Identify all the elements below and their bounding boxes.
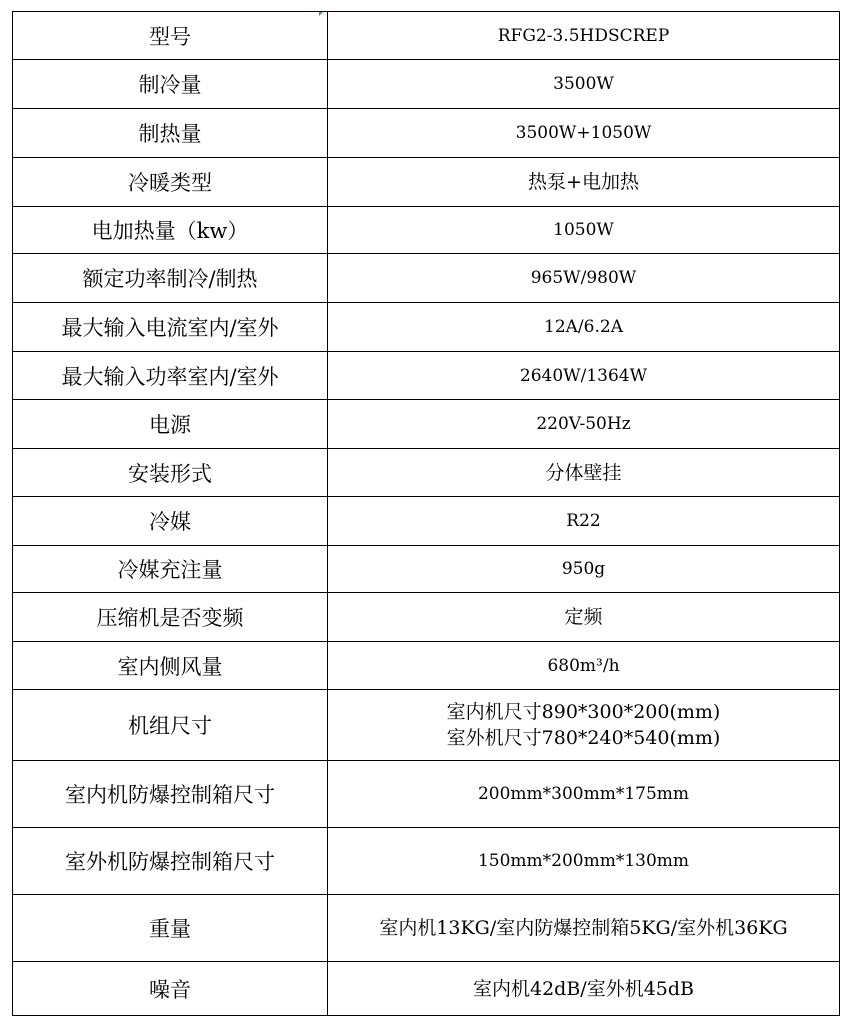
spec-value-line: R22 xyxy=(566,511,601,531)
spec-row xyxy=(13,497,840,546)
spec-value-line: 680m³/h xyxy=(547,655,620,676)
spec-value-line: 2640W/1364W xyxy=(519,365,648,386)
spec-row xyxy=(13,690,840,761)
spec-row xyxy=(13,303,840,352)
spec-value xyxy=(328,761,840,828)
spec-label: 冷媒充注量 xyxy=(13,546,328,593)
spec-value-line: 150mm*200mm*130mm xyxy=(477,851,690,871)
spec-value xyxy=(328,449,840,497)
spec-value-line: 分体壁挂 xyxy=(545,461,622,484)
spec-label: 型号 xyxy=(13,12,328,60)
spec-value-line: 12A/6.2A xyxy=(544,317,623,337)
spec-value-line: RFG2-3.5HDSCREP xyxy=(497,25,670,46)
spec-value-line: 200mm*300mm*175mm xyxy=(477,784,690,804)
spec-value xyxy=(328,828,840,895)
spec-value xyxy=(328,303,840,352)
spec-value xyxy=(328,690,840,761)
spec-label: 机组尺寸 xyxy=(13,690,328,761)
spec-value xyxy=(328,593,840,642)
spec-label: 安装形式 xyxy=(13,449,328,497)
spec-value xyxy=(328,207,840,254)
spec-table-body xyxy=(13,12,840,1016)
spec-row xyxy=(13,400,840,449)
spec-row xyxy=(13,593,840,642)
spec-value-line: 室内机42dB/室外机45dB xyxy=(472,977,694,1000)
spec-value xyxy=(328,895,840,962)
spec-label: 室外机防爆控制箱尺寸 xyxy=(13,828,328,895)
spec-label: 重量 xyxy=(13,895,328,962)
spec-label: 制热量 xyxy=(13,109,328,158)
spec-row xyxy=(13,546,840,593)
spec-row xyxy=(13,158,840,207)
spec-label: 冷暖类型 xyxy=(13,158,328,207)
spec-value xyxy=(328,546,840,593)
spec-value xyxy=(328,497,840,546)
spec-label: 室内机防爆控制箱尺寸 xyxy=(13,761,328,828)
spec-value-line: 950g xyxy=(561,559,606,579)
spec-label: 室内侧风量 xyxy=(13,642,328,690)
spec-value-line: 3500W+1050W xyxy=(515,123,652,143)
spec-row xyxy=(13,962,840,1016)
spec-value xyxy=(328,352,840,400)
spec-value xyxy=(328,109,840,158)
spec-value xyxy=(328,12,840,60)
spec-label: 电加热量（kw） xyxy=(13,207,328,254)
spec-value xyxy=(328,158,840,207)
spec-label: 额定功率制冷/制热 xyxy=(13,254,328,303)
spec-value xyxy=(328,400,840,449)
spec-row xyxy=(13,12,840,60)
spec-value-line: 室外机尺寸780*240*540(mm) xyxy=(446,727,721,749)
spec-value-line: 热泵+电加热 xyxy=(528,171,639,193)
spec-value-line: 1050W xyxy=(553,220,614,240)
spec-row xyxy=(13,352,840,400)
spec-row xyxy=(13,254,840,303)
spec-value xyxy=(328,962,840,1016)
spec-value xyxy=(328,60,840,109)
spec-row xyxy=(13,207,840,254)
spec-value-line: 室内机13KG/室内防爆控制箱5KG/室外机36KG xyxy=(379,917,788,939)
spec-label: 最大输入功率室内/室外 xyxy=(13,352,328,400)
spec-row xyxy=(13,60,840,109)
spec-value xyxy=(328,254,840,303)
spec-row xyxy=(13,642,840,690)
spec-label: 压缩机是否变频 xyxy=(13,593,328,642)
spec-label: 冷媒 xyxy=(13,497,328,546)
spec-label: 制冷量 xyxy=(13,60,328,109)
spec-value-line: 3500W xyxy=(553,74,614,94)
spec-label: 最大输入电流室内/室外 xyxy=(13,303,328,352)
spec-value-line: 220V-50Hz xyxy=(536,414,631,434)
spec-value-line: 965W/980W xyxy=(530,268,637,288)
spec-row xyxy=(13,109,840,158)
spec-label: 电源 xyxy=(13,400,328,449)
spec-table xyxy=(12,11,840,1016)
spec-row xyxy=(13,895,840,962)
spec-row xyxy=(13,761,840,828)
spec-value-line: 定频 xyxy=(564,606,603,628)
spec-row xyxy=(13,828,840,895)
spec-row xyxy=(13,449,840,497)
spec-value-line: 室内机尺寸890*300*200(mm) xyxy=(446,701,721,723)
spec-label: 噪音 xyxy=(13,962,328,1016)
spec-value xyxy=(328,642,840,690)
